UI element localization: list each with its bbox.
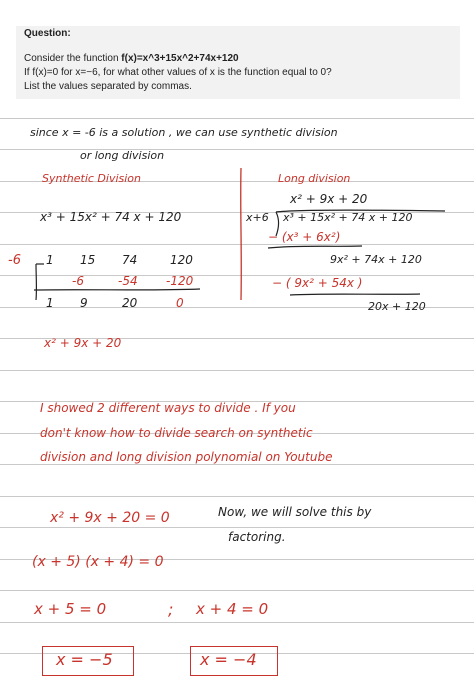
factor-comment-1: Now, we will solve this by (218, 505, 372, 519)
long-subtract-line-1 (268, 246, 362, 248)
long-subtract-1: − (x³ + 6x²) (268, 230, 341, 244)
factored-form: (x + 5) (x + 4) = 0 (32, 554, 164, 570)
synthetic-cell: 1 (46, 296, 54, 310)
long-subtract-line-2 (290, 294, 420, 295)
answer-1: x = −5 (56, 650, 113, 669)
question-prefix: Consider the function (24, 53, 122, 64)
long-remainder-2: 20x + 120 (368, 300, 426, 313)
synthetic-polynomial: x³ + 15x² + 74 x + 120 (40, 210, 182, 224)
synthetic-cell: 1 (46, 253, 54, 267)
synthetic-cell: -120 (166, 274, 194, 288)
intro-line-1: since x = -6 is a solution , we can use synthetic division (30, 126, 338, 139)
solve-left: x + 5 = 0 (34, 600, 107, 618)
question-label: Question: (24, 28, 71, 39)
long-divisor: x+6 (246, 211, 269, 224)
synthetic-heading: Synthetic Division (42, 172, 142, 185)
synthetic-cell: 20 (122, 296, 138, 310)
synthetic-quotient: x² + 9x + 20 (44, 336, 122, 350)
question-line-2: If f(x)=0 for x=−6, for what other values of x is the function equal to 0? (24, 67, 332, 78)
synthetic-cell: 120 (170, 253, 193, 267)
solve-separator: ; (168, 600, 174, 619)
long-division-bar (276, 210, 445, 212)
synthetic-cell: -6 (72, 274, 84, 288)
factor-equation: x² + 9x + 20 = 0 (50, 510, 170, 526)
intro-line-2: or long division (80, 149, 165, 162)
synthetic-cell: 0 (176, 296, 184, 310)
factor-comment-2: factoring. (228, 530, 286, 544)
long-heading: Long division (278, 172, 351, 185)
synthetic-cell: -54 (118, 274, 138, 288)
long-subtract-2: − ( 9x² + 54x ) (272, 276, 363, 290)
note-line-1: I showed 2 different ways to divide . If you (40, 401, 296, 415)
answer-2: x = −4 (200, 650, 257, 669)
section-divider-line (241, 168, 242, 300)
solve-right: x + 4 = 0 (196, 600, 269, 618)
note-line-2: don't know how to divide search on synthetic (40, 426, 313, 440)
synthetic-divisor: -6 (8, 253, 21, 268)
synthetic-sum-line (34, 289, 200, 290)
question-line-3: List the values separated by commas. (24, 81, 192, 92)
synthetic-cell: 74 (122, 253, 138, 267)
question-function: f(x)=x^3+15x^2+74x+120 (121, 53, 239, 64)
note-line-3: division and long division polynomial on Youtube (40, 450, 333, 464)
synthetic-cell: 9 (80, 296, 88, 310)
long-division-bracket (276, 212, 279, 236)
synthetic-cell: 15 (80, 253, 96, 267)
long-remainder-1: 9x² + 74x + 120 (330, 253, 422, 266)
long-dividend: x³ + 15x² + 74 x + 120 (283, 211, 413, 224)
long-quotient: x² + 9x + 20 (290, 192, 368, 206)
